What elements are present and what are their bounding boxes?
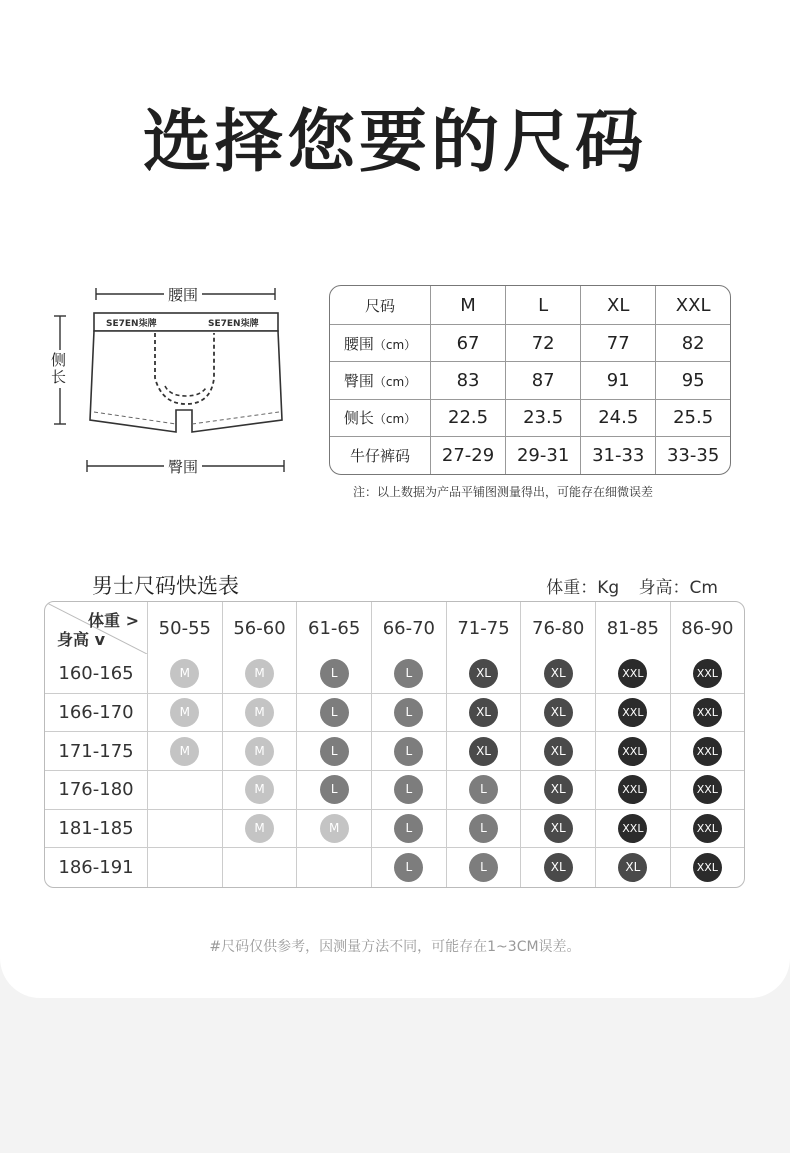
- size-badge: XXL: [618, 737, 647, 766]
- size-recommendation-cell: [223, 771, 298, 810]
- size-recommendation-cell: [596, 655, 671, 694]
- size-header-xl: XL: [581, 286, 656, 325]
- size-badge: XXL: [618, 698, 647, 727]
- weight-range-header: 86-90: [681, 617, 734, 639]
- size-badge: M: [170, 659, 199, 688]
- size-badge: XL: [469, 659, 498, 688]
- size-recommendation-cell: [372, 655, 447, 694]
- size-cell: 95: [656, 362, 730, 399]
- size-badge: XXL: [693, 775, 722, 804]
- size-recommendation-cell: [671, 655, 744, 694]
- size-recommendation-cell: [596, 771, 671, 810]
- size-badge: L: [320, 659, 349, 688]
- size-recommendation-cell: [521, 694, 596, 733]
- row-unit: （cm）: [373, 337, 417, 352]
- height-range-label: 171-175: [45, 732, 148, 771]
- size-badge: XL: [544, 698, 573, 727]
- size-recommendation-cell: [148, 694, 223, 733]
- footer-note: #尺码仅供参考，因测量方法不同，可能存在1~3CM误差。: [209, 939, 581, 955]
- size-recommendation-cell: [297, 771, 372, 810]
- size-cell: 67: [431, 325, 506, 362]
- row-label: [330, 325, 431, 362]
- height-range-label: 186-191: [45, 848, 148, 887]
- size-recommendation-cell: [297, 732, 372, 771]
- size-badge: M: [245, 698, 274, 727]
- quick-select-table: [44, 601, 745, 888]
- size-badge: XXL: [693, 814, 722, 843]
- size-recommendation-cell: [297, 810, 372, 849]
- size-recommendation-cell: [447, 732, 522, 771]
- row-label: [330, 437, 431, 474]
- size-badge: L: [469, 814, 498, 843]
- size-badge: XXL: [693, 737, 722, 766]
- size-recommendation-cell: [223, 655, 298, 694]
- height-range-label: 181-185: [45, 810, 148, 849]
- size-badge: XXL: [693, 659, 722, 688]
- size-badge: L: [394, 853, 423, 882]
- row-unit: （cm）: [373, 412, 417, 427]
- size-cell: 91: [581, 362, 656, 399]
- size-badge: XXL: [618, 775, 647, 804]
- page-title: 选择您要的尺码: [142, 103, 647, 182]
- size-table-header: [330, 286, 730, 325]
- size-recommendation-cell: [372, 694, 447, 733]
- weight-range-header: 61-65: [297, 602, 372, 655]
- size-recommendation-cell: [671, 694, 744, 733]
- size-badge: XL: [618, 853, 647, 882]
- size-recommendation-cell: [596, 732, 671, 771]
- underwear-body: [90, 331, 282, 432]
- size-badge: M: [320, 814, 349, 843]
- size-header-label: 尺码: [330, 286, 431, 325]
- size-badge: M: [170, 698, 199, 727]
- size-recommendation-cell: [223, 732, 298, 771]
- size-badge: M: [245, 775, 274, 804]
- size-table: [329, 285, 731, 475]
- quick-table-row: [45, 771, 744, 810]
- height-range-label: 166-170: [45, 694, 148, 733]
- size-cell: 25.5: [656, 400, 730, 437]
- row-label: [330, 400, 431, 437]
- height-range-label: 176-180: [45, 771, 148, 810]
- size-recommendation-cell: [596, 810, 671, 849]
- size-recommendation-cell: [223, 810, 298, 849]
- size-badge: XXL: [618, 814, 647, 843]
- size-recommendation-cell: [372, 810, 447, 849]
- quick-table-row: [45, 694, 744, 733]
- size-badge: XL: [544, 659, 573, 688]
- size-recommendation-cell: [671, 848, 744, 887]
- table-corner: [45, 602, 148, 655]
- size-badge: XXL: [693, 853, 722, 882]
- size-recommendation-cell: [671, 732, 744, 771]
- brand-logo-left: SE7EN柒牌: [106, 319, 157, 329]
- size-recommendation-cell: [447, 810, 522, 849]
- size-recommendation-cell: [297, 655, 372, 694]
- quick-table-header: [45, 602, 744, 655]
- row-label-text: 牛仔裤码: [349, 446, 410, 465]
- size-recommendation-cell: [447, 848, 522, 887]
- size-badge: L: [394, 698, 423, 727]
- weight-range-header: 66-70: [372, 602, 447, 655]
- size-recommendation-cell: [671, 810, 744, 849]
- weight-unit: 体重：Kg: [546, 578, 620, 598]
- size-badge: M: [245, 659, 274, 688]
- size-row-side: [330, 400, 730, 437]
- measurement-note: 注：以上数据为产品平铺图测量得出，可能存在细微误差: [353, 485, 654, 499]
- quick-table-row: [45, 810, 744, 849]
- weight-range-header: 50-55: [148, 602, 223, 655]
- quick-table-row: [45, 848, 744, 887]
- size-badge: L: [394, 737, 423, 766]
- size-row-waist: [330, 325, 730, 362]
- size-recommendation-cell: [372, 732, 447, 771]
- size-recommendation-cell: [297, 848, 372, 887]
- size-cell: 72: [506, 325, 581, 362]
- size-recommendation-cell: [521, 655, 596, 694]
- size-recommendation-cell: [447, 771, 522, 810]
- size-badge: XL: [469, 698, 498, 727]
- waist-label: 腰围: [164, 284, 202, 305]
- corner-height-label: 身高 v: [57, 629, 106, 649]
- size-badge: L: [320, 698, 349, 727]
- size-recommendation-cell: [521, 810, 596, 849]
- height-range-label: 160-165: [45, 655, 148, 694]
- size-cell: 82: [656, 325, 730, 362]
- size-badge: L: [320, 775, 349, 804]
- size-recommendation-cell: [596, 694, 671, 733]
- size-cell: 83: [431, 362, 506, 399]
- size-cell: 24.5: [581, 400, 656, 437]
- size-recommendation-cell: [671, 771, 744, 810]
- size-recommendation-cell: [447, 655, 522, 694]
- size-cell: 77: [581, 325, 656, 362]
- size-cell: 87: [506, 362, 581, 399]
- size-header-l: L: [506, 286, 581, 325]
- size-recommendation-cell: [372, 771, 447, 810]
- size-header-xxl: XXL: [656, 286, 730, 325]
- weight-range-header: 56-60: [223, 602, 298, 655]
- row-unit: （cm）: [373, 374, 417, 389]
- quick-select-title: 男士尺码快选表: [92, 574, 239, 598]
- weight-range-header: 81-85: [596, 602, 671, 655]
- side-label: 侧长: [50, 351, 66, 386]
- size-recommendation-cell: [521, 771, 596, 810]
- size-recommendation-cell: [596, 848, 671, 887]
- underwear-diagram: [0, 0, 300, 480]
- size-badge: XL: [544, 737, 573, 766]
- size-badge: L: [394, 814, 423, 843]
- row-label-text: 臀围: [343, 371, 374, 390]
- row-label-text: 腰围: [343, 334, 374, 353]
- brand-logo-right: SE7EN柒牌: [208, 319, 259, 329]
- size-badge: XL: [544, 814, 573, 843]
- quick-select-units: [532, 573, 718, 598]
- size-badge: L: [320, 737, 349, 766]
- size-cell: 29-31: [506, 437, 581, 474]
- size-recommendation-cell: [447, 694, 522, 733]
- size-row-jeans: [330, 437, 730, 474]
- size-header-m: M: [431, 286, 506, 325]
- size-badge: XL: [544, 853, 573, 882]
- size-badge: XL: [544, 775, 573, 804]
- height-unit: 身高：Cm: [638, 578, 718, 598]
- hip-label: 臀围: [164, 456, 202, 477]
- size-badge: L: [394, 775, 423, 804]
- size-cell: 33-35: [666, 444, 720, 466]
- row-label-text: 侧长: [343, 409, 374, 428]
- corner-weight-label: 体重 >: [88, 611, 139, 630]
- size-recommendation-cell: [521, 848, 596, 887]
- size-badge: XL: [469, 737, 498, 766]
- size-recommendation-cell: [148, 732, 223, 771]
- size-recommendation-cell: [148, 655, 223, 694]
- size-cell: 31-33: [581, 437, 656, 474]
- quick-table-row: [45, 732, 744, 771]
- size-recommendation-cell: [521, 732, 596, 771]
- weight-range-header: 76-80: [521, 602, 596, 655]
- size-recommendation-cell: [148, 848, 223, 887]
- weight-range-header: 71-75: [447, 602, 522, 655]
- size-cell: 22.5: [431, 400, 506, 437]
- size-badge: L: [469, 775, 498, 804]
- size-badge: M: [245, 814, 274, 843]
- size-badge: M: [245, 737, 274, 766]
- size-badge: XXL: [693, 698, 722, 727]
- size-recommendation-cell: [372, 848, 447, 887]
- row-label: [330, 362, 431, 399]
- size-badge: L: [469, 853, 498, 882]
- size-row-hip: [330, 362, 730, 399]
- size-recommendation-cell: [148, 810, 223, 849]
- size-cell: 23.5: [506, 400, 581, 437]
- quick-table-row: [45, 655, 744, 694]
- size-badge: L: [394, 659, 423, 688]
- size-cell: 27-29: [431, 437, 506, 474]
- size-recommendation-cell: [297, 694, 372, 733]
- size-badge: XXL: [618, 659, 647, 688]
- size-recommendation-cell: [223, 694, 298, 733]
- size-badge: M: [170, 737, 199, 766]
- size-recommendation-cell: [148, 771, 223, 810]
- size-recommendation-cell: [223, 848, 298, 887]
